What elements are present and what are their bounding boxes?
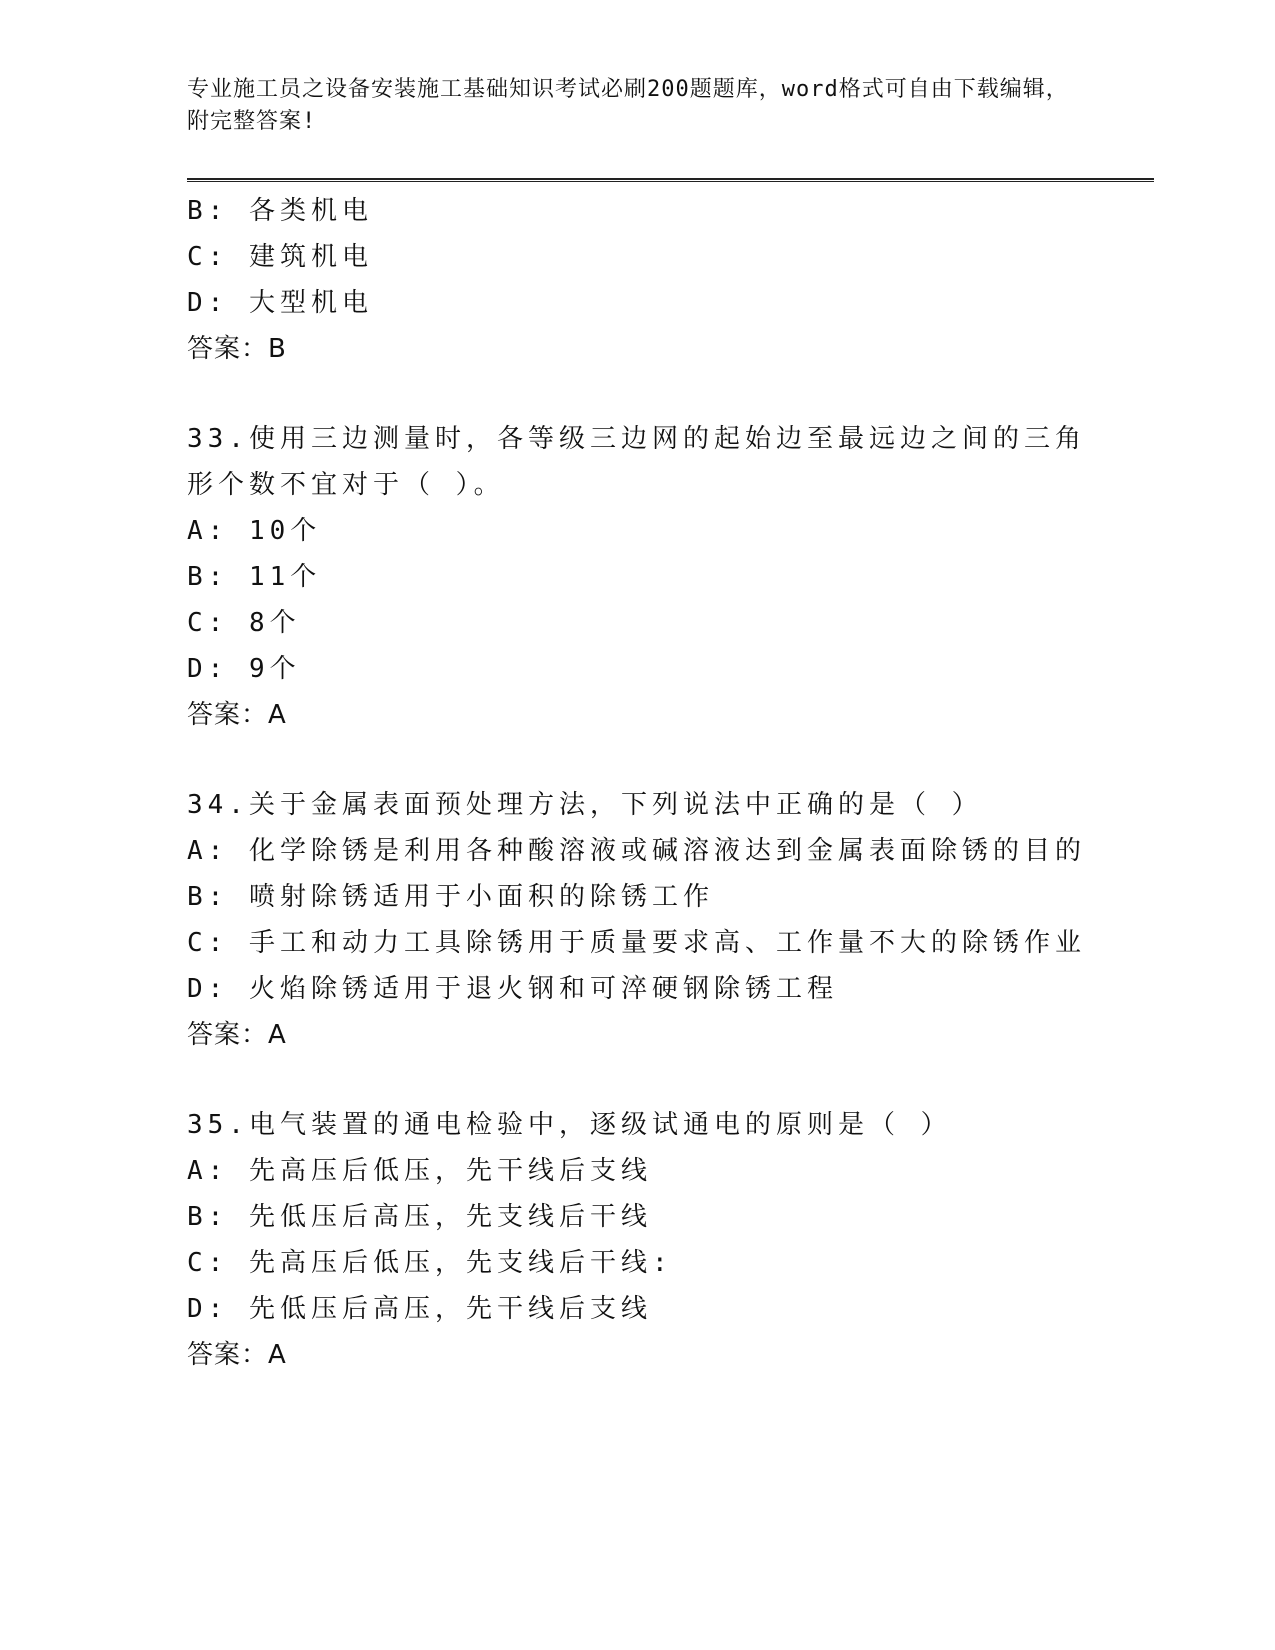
option-text: 11个 — [248, 562, 322, 592]
option-d — [187, 966, 1087, 1012]
option-d — [187, 1286, 1087, 1332]
option-label: D: — [187, 974, 229, 1004]
option-text: 10个 — [248, 516, 322, 546]
option-b — [187, 188, 1087, 234]
option-c — [187, 1240, 1087, 1286]
option-label: D: — [187, 288, 229, 318]
option-label: B: — [187, 882, 229, 912]
option-c — [187, 920, 1087, 966]
page-header — [187, 74, 1087, 138]
option-label: C: — [187, 242, 229, 272]
question-34 — [187, 782, 1087, 1058]
option-c — [187, 600, 1087, 646]
option-label: B: — [187, 562, 229, 592]
option-label: D: — [187, 1294, 229, 1324]
answer: 答案：A — [187, 700, 287, 730]
question-33 — [187, 416, 1087, 738]
option-label: B: — [187, 196, 229, 226]
option-label: A: — [187, 516, 229, 546]
option-label: C: — [187, 928, 229, 958]
option-text: 先低压后高压，先支线后干线 — [248, 1202, 652, 1232]
answer: 答案：A — [187, 1340, 287, 1370]
question-fragment — [187, 188, 1087, 372]
option-text: 8个 — [248, 608, 301, 638]
option-text: 建筑机电 — [248, 242, 373, 272]
answer: 答案：A — [187, 1020, 287, 1050]
option-label: C: — [187, 1248, 229, 1278]
header-divider — [187, 178, 1154, 182]
option-a — [187, 828, 1087, 874]
option-a — [187, 1148, 1087, 1194]
option-a — [187, 508, 1087, 554]
option-text: 化学除锈是利用各种酸溶液或碱溶液达到金属表面除锈的目的 — [248, 836, 1086, 866]
option-text: 先高压后低压，先干线后支线 — [248, 1156, 652, 1186]
option-label: A: — [187, 1156, 229, 1186]
option-label: A: — [187, 836, 229, 866]
question-stem: 35.电气装置的通电检验中，逐级试通电的原则是（ ） — [187, 1110, 952, 1140]
question-35 — [187, 1102, 1087, 1378]
option-text: 先高压后低压，先支线后干线: — [248, 1248, 673, 1278]
option-text: 各类机电 — [248, 196, 373, 226]
option-text: 大型机电 — [248, 288, 373, 318]
option-text: 先低压后高压，先干线后支线 — [248, 1294, 652, 1324]
question-list — [187, 188, 1087, 1378]
option-text: 9个 — [248, 654, 301, 684]
question-stem: 34.关于金属表面预处理方法，下列说法中正确的是（ ） — [187, 790, 983, 820]
question-stem: 33.使用三边测量时，各等级三边网的起始边至最远边之间的三角形个数不宜对于（ ）。 — [187, 424, 1086, 500]
option-b — [187, 554, 1087, 600]
option-d — [187, 646, 1087, 692]
option-label: C: — [187, 608, 229, 638]
option-b — [187, 874, 1087, 920]
option-text: 火焰除锈适用于退火钢和可淬硬钢除锈工程 — [248, 974, 838, 1004]
option-c — [187, 234, 1087, 280]
option-d — [187, 280, 1087, 326]
answer: 答案：B — [187, 334, 287, 364]
option-label: B: — [187, 1202, 229, 1232]
option-text: 手工和动力工具除锈用于质量要求高、工作量不大的除锈作业 — [248, 928, 1086, 958]
header-title: 专业施工员之设备安装施工基础知识考试必刷200题题库，word格式可自由下载编辑，附完整答案! — [187, 77, 1069, 134]
option-label: D: — [187, 654, 229, 684]
option-b — [187, 1194, 1087, 1240]
option-text: 喷射除锈适用于小面积的除锈工作 — [248, 882, 714, 912]
